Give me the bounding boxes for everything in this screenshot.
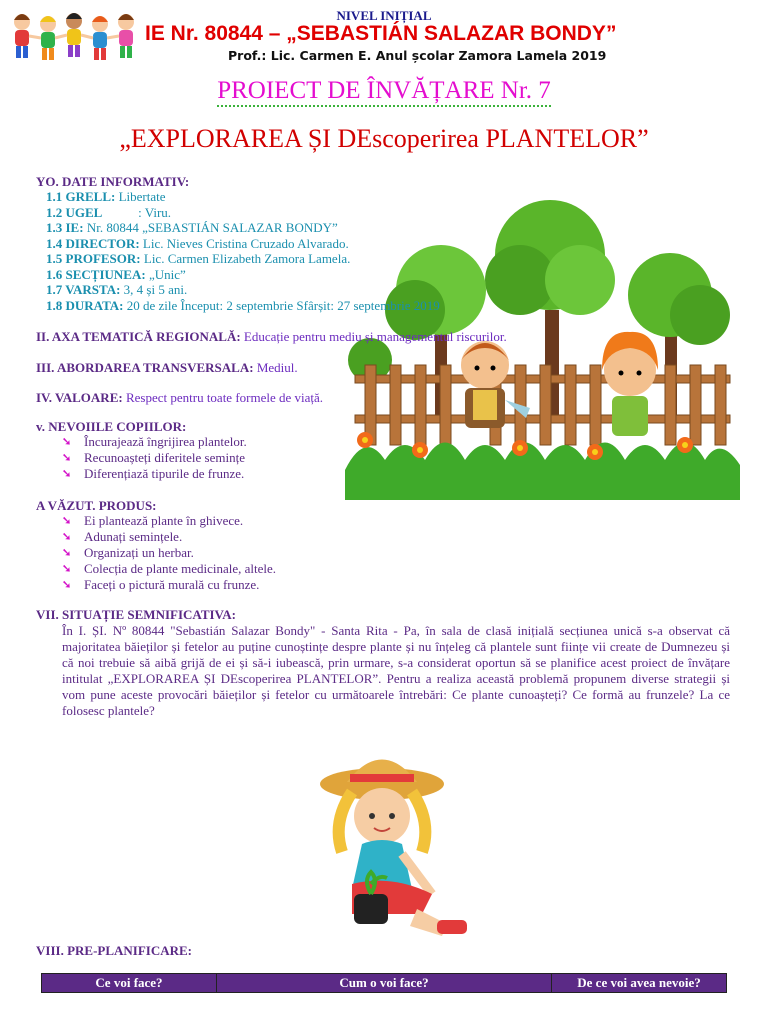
- info-row: 1.2 UGEL : Viru.: [46, 204, 172, 220]
- situation-paragraph: În I. ȘI. Nº 80844 "Sebastián Salazar Bondy" - Santa Rita - Pa, în sala de clasă inițială secțiunea unică s-a observat că majoritatea băieților și fetelor au puține cunoștințe despre plante și nu înțeleg că plantele sunt ființe vii create de Dumnezeu și că noi trebuie să aibă grijă de ei și să-i iubească, prin urmare, s-a considerat oportun să se planifice acest proiect de învățare intitulat „EXPLORAREA ȘI DEscoperirea PLANTELOR”. Pentru a realiza această problemă propunem diverse strategii și vom pune aceste provocări băieților și fetelor cu următoarele întrebări: Ce plante cunoașteți? Ce formă au frunzele? La ce folosesc plantele?: [62, 623, 730, 718]
- info-row: 1.8 DURATA: 20 de zile Început: 2 septembrie Sfârșit: 27 septembrie 2019: [46, 297, 440, 313]
- arrow-bullet-icon: ➘: [62, 531, 72, 543]
- info-row: 1.5 PROFESOR: Lic. Carmen Elizabeth Zamora Lamela.: [46, 251, 351, 266]
- transversal-section: III. ABORDAREA TRANSVERSALA: Mediul.: [36, 360, 298, 375]
- situation-heading: VII. SITUAȚIE SEMNIFICATIVA:: [36, 607, 236, 622]
- level-label: NIVEL INIȚIAL: [336, 8, 432, 23]
- axis-section: II. AXA TEMATICĂ REGIONALĂ: Educație pentru mediu și managementul riscurilor.: [36, 329, 507, 344]
- list-item: ➘ Diferențiază tipurile de frunze.: [62, 466, 245, 481]
- arrow-bullet-icon: ➘: [62, 579, 72, 591]
- list-item: ➘ Încurajează îngrijirea plantelor.: [62, 434, 247, 449]
- list-item: ➘ Faceți o pictură murală cu frunze.: [62, 577, 260, 592]
- product-list: [62, 513, 276, 593]
- professor-line: Prof.: Lic. Carmen E. Anul școlar Zamora Lamela 2019: [228, 48, 607, 63]
- needs-list: [62, 434, 247, 482]
- arrow-bullet-icon: ➘: [62, 547, 72, 559]
- arrow-bullet-icon: ➘: [62, 563, 72, 575]
- column-header-what: Ce voi face?: [42, 974, 217, 993]
- info-row: 1.7 VARSTA: 3, 4 și 5 ani.: [46, 282, 188, 297]
- girl-planting-illustration: [312, 744, 482, 940]
- product-heading: A VĂZUT. PRODUS:: [36, 498, 157, 513]
- list-item: ➘ Organizați un herbar.: [62, 545, 194, 560]
- needs-heading: v. NEVOIILE COPIILOR:: [36, 419, 187, 434]
- info-row: 1.1 GRELL: Libertate: [46, 189, 166, 204]
- school-name: IE Nr. 80844 – „SEBASTIÁN SALAZAR BONDY”: [145, 22, 617, 45]
- column-header-need: De ce voi avea nevoie?: [552, 974, 727, 993]
- preplanning-table: [41, 973, 727, 993]
- arrow-bullet-icon: ➘: [62, 515, 72, 527]
- arrow-bullet-icon: ➘: [62, 468, 72, 480]
- table-header-row: [42, 974, 727, 993]
- info-row: 1.6 SECȚIUNEA: „Unic”: [46, 266, 186, 282]
- project-title: PROIECT DE ÎNVĂȚARE Nr. 7: [0, 77, 768, 105]
- arrow-bullet-icon: ➘: [62, 452, 72, 464]
- general-info-list: [46, 189, 440, 313]
- info-row: 1.4 DIRECTOR: Lic. Nieves Cristina Cruzado Alvarado.: [46, 235, 349, 251]
- list-item: ➘ Ei plantează plante în ghivece.: [62, 513, 244, 528]
- list-item: ➘ Recunoașteți diferitele semințe: [62, 450, 245, 465]
- list-item: ➘ Colecția de plante medicinale, altele.: [62, 561, 277, 576]
- value-section: IV. VALOARE: Respect pentru toate formele de viață.: [36, 390, 324, 405]
- general-info-heading: YO. DATE INFORMATIV:: [36, 174, 190, 189]
- preplanning-heading: VIII. PRE-PLANIFICARE:: [36, 943, 193, 958]
- arrow-bullet-icon: ➘: [62, 436, 72, 448]
- info-row: 1.3 IE: Nr. 80844 „SEBASTIÁN SALAZAR BONDY”: [46, 220, 338, 235]
- main-title: „EXPLORAREA ȘI DEscoperirea PLANTELOR”: [119, 124, 649, 153]
- list-item: ➘ Adunați semințele.: [62, 529, 183, 544]
- column-header-how: Cum o voi face?: [217, 974, 552, 993]
